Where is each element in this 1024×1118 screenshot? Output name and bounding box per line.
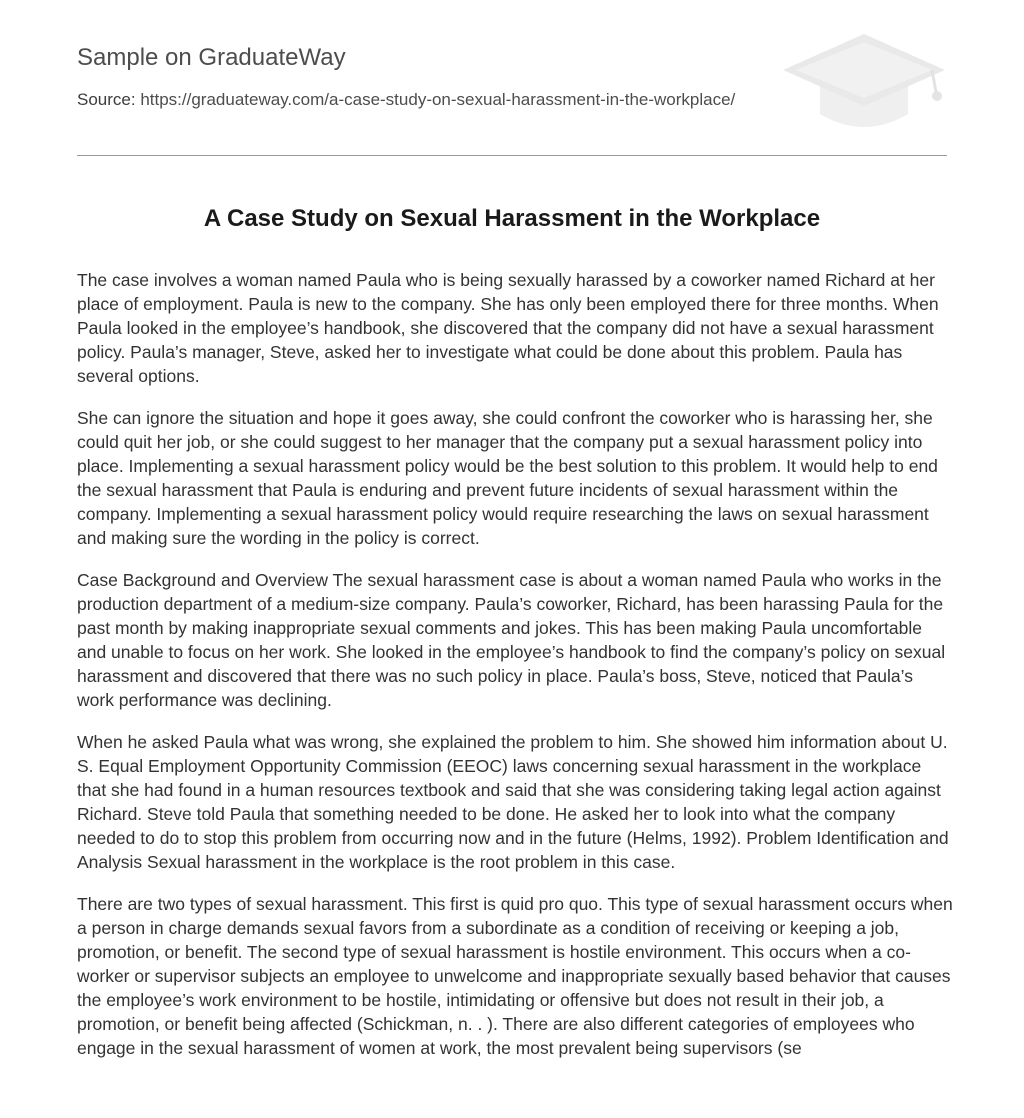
article-body	[77, 268, 953, 1068]
paragraph: The case involves a woman named Paula who is being sexually harassed by a coworker named Richard at her place of employment. Paula is new to the company. She has only been employed there for three months. When Paula looked in the employee’s handbook, she discovered that the company did not have a sexual harassment policy. Paula’s manager, Steve, asked her to investigate what could be done about this problem. Paula has several options.	[77, 270, 939, 386]
graduation-cap-icon	[782, 32, 947, 132]
source-link[interactable]: https://graduateway.com/a-case-study-on-sexual-harassment-in-the-workplace/	[140, 90, 736, 109]
source-line	[77, 90, 735, 110]
paragraph: Case Background and Overview The sexual harassment case is about a woman named Paula who works in the production department of a medium-size company. Paula’s coworker, Richard, has been harassing Paula for the past month by making inappropriate sexual comments and jokes. This has been making Paula uncomfortable and unable to focus on her work. She looked in the employee’s handbook to find the company’s policy on sexual harassment and discovered that there was no such policy in place. Paula’s boss, Steve, noticed that Paula’s work performance was declining.	[77, 570, 946, 710]
paragraph: When he asked Paula what was wrong, she explained the problem to him. She showed him information about U. S. Equal Employment Opportunity Commission (EEOC) laws concerning sexual harassment in the workplace that she had found in a human resources textbook and said that she was considering taking legal action against Richard. Steve told Paula that something needed to be done. He asked her to look into what the company needed to do to stop this problem from occurring now and in the future (Helms, 1992). Problem Identification and Analysis Sexual harassment in the workplace is the root problem in this case.	[77, 732, 949, 872]
document-title: A Case Study on Sexual Harassment in the Workplace	[203, 205, 821, 232]
header-divider	[77, 155, 947, 156]
paragraph: There are two types of sexual harassment. This first is quid pro quo. This type of sexual harassment occurs when a person in charge demands sexual favors from a subordinate as a condition of receiving or keeping a job, promotion, or benefit. The second type of sexual harassment is hostile environment. This occurs when a co-worker or supervisor subjects an employee to unwelcome and inappropriate sexually based behavior that causes the employee’s work environment to be hostile, intimidating or offensive but does not result in their job, a promotion, or benefit being affected (Schickman, n. . ). There are also different categories of employees who engage in the sexual harassment of women at work, the most prevalent being supervisors (se	[77, 894, 953, 1058]
site-title: Sample on GraduateWay	[77, 44, 346, 71]
source-label: Source:	[77, 90, 136, 109]
paragraph: She can ignore the situation and hope it goes away, she could confront the coworker who is harassing her, she could quit her job, or she could suggest to her manager that the company put a sexual harassment policy into place. Implementing a sexual harassment policy would be the best solution to this problem. It would help to end the sexual harassment that Paula is enduring and prevent future incidents of sexual harassment within the company. Implementing a sexual harassment policy would require researching the laws on sexual harassment and making sure the wording in the policy is correct.	[77, 408, 938, 548]
page-header	[77, 0, 947, 156]
